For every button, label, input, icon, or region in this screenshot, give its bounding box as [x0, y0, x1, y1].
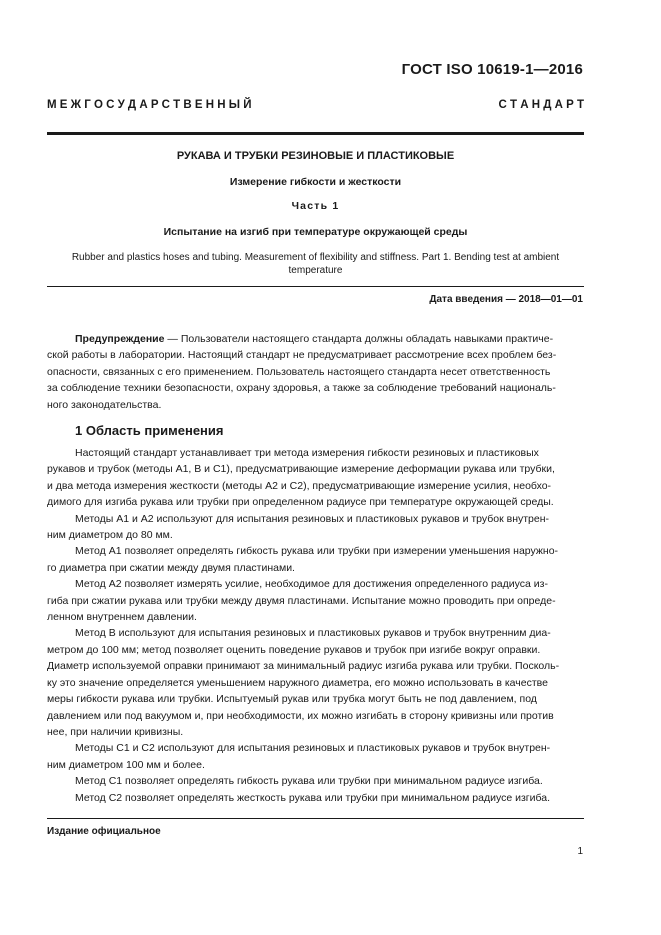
body-line: Методы С1 и С2 используют для испытания резиновых и пластиковых рукавов и трубок внутрен-: [75, 742, 551, 755]
body-line: метром до 100 мм; метод позволяет оценить поведение рукавов и трубок при изгибе вокруг оправки.: [47, 643, 541, 656]
section-body: [47, 445, 584, 806]
body-line: нее, при наличии кривизны.: [47, 725, 184, 738]
footer-divider: [47, 818, 584, 819]
body-line: Метод А2 позволяет измерять усилие, необходимое для достижения определенного радиуса из-: [75, 578, 548, 591]
body-line: Методы А1 и А2 используют для испытания резиновых и пластиковых рукавов и трубок внутрен-: [75, 512, 550, 525]
body-line: Настоящий стандарт устанавливает три метода измерения гибкости резиновых и пластиковых: [75, 447, 539, 459]
introduction-date: Дата введения — 2018—01—01: [429, 294, 583, 305]
body-line: гиба при сжатии рукава или трубки между двумя пластинами. Испытание можно проводить при опреде-: [47, 594, 556, 607]
warning-line-2: ской работы в лаборатории. Настоящий стандарт не предусматривает рассмотрение всех проблем без-: [47, 349, 557, 362]
body-line: ленном внутреннем давлении.: [47, 611, 197, 624]
body-line: Диаметр используемой оправки принимают за минимальный радиус изгиба рукава или трубки. Посколь-: [47, 660, 560, 673]
warning-label: Предупреждение: [75, 333, 165, 345]
body-line: давлением или под вакуумом и, при необходимости, их можно изгибать в сторону кривизны или против: [47, 709, 554, 722]
warning-text: — Пользователи настоящего стандарта должны обладать навыками практиче-: [164, 333, 554, 345]
warning-line-1: [47, 331, 584, 347]
body-line: и два метода измерения жесткости (методы А2 и С2), предусматривающие измерение усилия, необхо-: [47, 479, 552, 492]
warning-line-3: опасности, связанных с его применением. Пользователь настоящего стандарта несет ответственность: [47, 365, 551, 378]
body-line: Метод С2 позволяет определять жесткость рукава или трубки при минимальном радиусе изгиба.: [75, 791, 550, 804]
body-line: димого для изгиба рукава или трубки при определенном радиусе при температуре окружающей среды.: [47, 496, 554, 509]
warning-line-5: ного законодательства.: [47, 398, 162, 411]
body-line: ку это значение определяется уменьшением наружного диаметра, его можно использовать в качестве: [47, 676, 548, 689]
body-line: го диаметра при сжатии между двумя пластинами.: [47, 561, 295, 574]
banner-interstate: М Е Ж Г О С У Д А Р С Т В Е Н Н Ы Й: [47, 99, 252, 111]
body-line: рукавов и трубок (методы А1, В и С1), предусматривающие измерение деформации рукава или трубки,: [47, 463, 555, 476]
body-line: Метод С1 позволяет определять гибкость рукава или трубки при минимальном радиусе изгиба.: [75, 775, 543, 788]
body-line: меры гибкости рукава или трубки. Испытуемый рукав или трубка могут быть не под давлением, под: [47, 693, 537, 706]
english-title: Rubber and plastics hoses and tubing. Measurement of flexibility and stiffness. Part 1. Bending test at ambient temperature: [71, 252, 560, 276]
document-part: Часть 1: [291, 200, 340, 212]
banner-standard: С Т А Н Д А Р Т: [498, 99, 584, 111]
body-line: ним диаметром 100 мм и более.: [47, 758, 205, 771]
header-divider: [47, 132, 584, 135]
body-line: Метод А1 позволяет определять гибкость рукава или трубки при измерении уменьшения наружно-: [75, 545, 559, 558]
warning-line-4: за соблюдение техники безопасности, охрану здоровья, а также за соблюдение требований националь-: [47, 382, 556, 395]
warning-paragraph: [47, 331, 584, 413]
standard-code: ГОСТ ISO 10619-1—2016: [401, 61, 583, 78]
page-number: 1: [577, 846, 583, 857]
standard-type-banner: [47, 99, 584, 111]
official-edition-label: Издание официальное: [47, 826, 161, 837]
title-divider: [47, 286, 584, 287]
test-title: Испытание на изгиб при температуре окружающей среды: [163, 226, 468, 238]
document-subtitle: Измерение гибкости и жесткости: [229, 176, 402, 188]
section-heading: 1 Область применения: [75, 423, 224, 438]
body-line: ним диаметром до 80 мм.: [47, 529, 173, 542]
document-title: РУКАВА И ТРУБКИ РЕЗИНОВЫЕ И ПЛАСТИКОВЫЕ: [176, 150, 455, 162]
body-line: Метод В используют для испытания резиновых и пластиковых рукавов и трубок внутренним диа-: [75, 627, 551, 640]
